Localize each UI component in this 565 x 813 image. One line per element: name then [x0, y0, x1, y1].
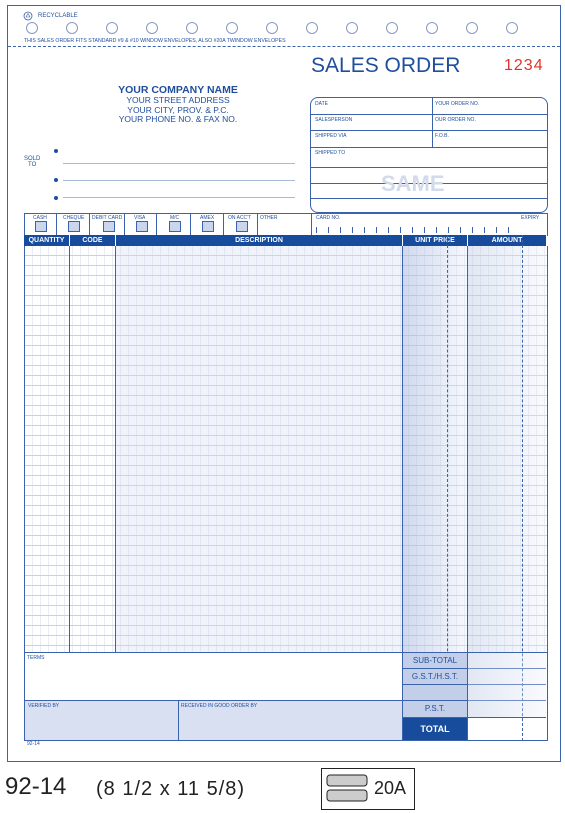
cheque-checkbox[interactable]	[68, 221, 80, 232]
col-header-quantity: QUANTITY	[24, 235, 69, 246]
debit-checkbox[interactable]	[103, 221, 115, 232]
card-no-ticks[interactable]	[316, 227, 516, 233]
punch-hole	[506, 22, 518, 34]
punch-hole	[466, 22, 478, 34]
sold-to-line[interactable]	[63, 163, 295, 164]
recyclable-label: RECYCLABLE	[38, 13, 78, 19]
form-number: 1234	[504, 57, 544, 74]
verified-by-label: VERIFIED BY	[28, 703, 60, 709]
punch-hole	[146, 22, 158, 34]
col-header-description: DESCRIPTION	[116, 235, 402, 246]
punch-hole	[266, 22, 278, 34]
unit-price-column[interactable]	[403, 246, 467, 652]
bullet-dot	[54, 149, 58, 153]
onacct-checkbox[interactable]	[236, 221, 248, 232]
sold-to-line[interactable]	[63, 180, 295, 181]
caption-size: (8 1/2 x 11 5/8)	[96, 778, 246, 800]
shipped-via-label: SHIPPED VIA	[315, 133, 347, 139]
payment-label-debit: DEBIT CARD	[92, 215, 123, 221]
punch-hole	[26, 22, 38, 34]
payment-label-cheque: CHEQUE	[63, 215, 85, 221]
form-code-label: 92-14	[27, 741, 40, 747]
form-title: SALES ORDER	[311, 54, 461, 77]
col-header-amount: AMOUNT	[468, 235, 546, 246]
company-city: YOUR CITY, PROV. & P.C.	[127, 104, 229, 115]
payment-label-amex: AMEX	[200, 215, 215, 221]
gst-label: G.S.T./H.S.T.	[403, 669, 467, 684]
perforation-line	[8, 46, 560, 47]
company-phone: YOUR PHONE NO. & FAX NO.	[118, 114, 238, 124]
info-box	[310, 97, 548, 213]
payment-label-other: OTHER	[260, 215, 278, 221]
payment-label-mc: M/C	[170, 215, 180, 221]
punch-hole	[426, 22, 438, 34]
bullet-dot	[54, 196, 58, 200]
same-watermark: SAME	[381, 171, 445, 196]
punch-hole	[386, 22, 398, 34]
cash-checkbox[interactable]	[35, 221, 47, 232]
visa-checkbox[interactable]	[136, 221, 148, 232]
shipped-to-label: SHIPPED TO	[315, 150, 346, 156]
payment-label-cash: CASH	[33, 215, 47, 221]
sold-to-label-2: TO	[28, 162, 37, 168]
total-label: TOTAL	[403, 718, 467, 740]
pst-label: P.S.T.	[403, 701, 467, 717]
col-header-unit-price: UNIT PRICE	[403, 235, 467, 246]
subtotal-label: SUB-TOTAL	[403, 653, 467, 668]
description-column[interactable]	[116, 246, 402, 652]
mc-checkbox[interactable]	[169, 221, 181, 232]
col-header-code: CODE	[70, 235, 115, 246]
punch-hole	[346, 22, 358, 34]
payment-label-visa: VISA	[134, 215, 146, 221]
caption-number: 92-14	[5, 773, 67, 800]
punch-hole	[66, 22, 78, 34]
card-no-label: CARD NO.	[316, 215, 341, 221]
company-name: YOUR COMPANY NAME	[118, 84, 238, 96]
expiry-label: EXPIRY	[521, 215, 540, 221]
sold-to-line[interactable]	[63, 197, 295, 198]
punch-hole	[306, 22, 318, 34]
punch-hole	[106, 22, 118, 34]
recycle-icon	[23, 11, 33, 21]
amount-column[interactable]	[468, 246, 546, 652]
received-by-label: RECEIVED IN GOOD ORDER BY	[181, 703, 258, 709]
sold-to-label-1: SOLD	[24, 156, 41, 162]
totals-amount-column[interactable]	[468, 653, 546, 717]
envelope-badge	[321, 768, 415, 810]
blank-total-cell	[403, 685, 467, 700]
envelope-code: 20A	[374, 778, 407, 798]
sales-order-form	[7, 5, 561, 762]
envelope-note: THIS SALES ORDER FITS STANDARD #9 & #10 WINDOW ENVELOPES, ALSO #20A TWINDOW ENVELOPES	[24, 38, 286, 44]
punch-hole	[226, 22, 238, 34]
punch-hole	[186, 22, 198, 34]
fob-label: F.O.B.	[435, 133, 449, 139]
salesperson-label: SALESPERSON	[315, 117, 353, 123]
our-order-no-label: OUR ORDER NO.	[435, 117, 476, 123]
terms-label: TERMS	[27, 655, 45, 661]
company-address: YOUR STREET ADDRESS	[126, 95, 230, 105]
bullet-dot	[54, 178, 58, 182]
envelope-icon	[326, 774, 368, 804]
your-order-no-label: YOUR ORDER NO.	[435, 101, 480, 107]
date-label: DATE	[315, 101, 328, 107]
payment-label-onacct: ON ACC'T	[228, 215, 252, 221]
amex-checkbox[interactable]	[202, 221, 214, 232]
